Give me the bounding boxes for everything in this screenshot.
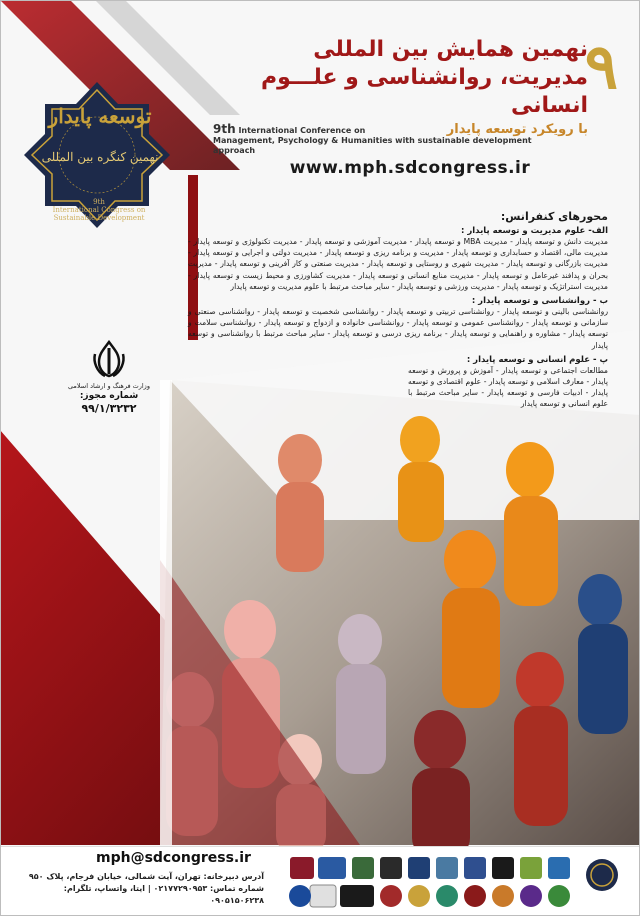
emblem-english [24,198,174,222]
university-logo-icon [436,885,458,907]
section-body: مدیریت دانش و توسعه پایدار - مدیریت MBA و توسعه پایدار - مدیریت آموزشی و توسعه پایدار - مدیریت تکنولوژی و توسعه پایدار - مدیریت مالی، اقتصاد و حسابداری و توسعه پایدار - مدیریت و برنامه ریزی و توسعه پایدار - مدیریت دولتی و اجرایی و توسعه پایدار - مدیریت بازرگانی و توسعه پایدار - مدیریت شهری و روستایی و توسعه پایدار - مدیریت صنعتی و کار آفرینی و توسعه پایدار - مدیریت بحران و پدافند غیرعامل و توسعه پایدار - مدیریت منابع انسانی و توسعه پایدار - مدیریت کشاورزی و محیط زیست و توسعه پایدار - مدیریت استراتژیک و توسعه پایدار - مدیریت ورزشی و توسعه پایدار - سایر مباحث مرتبط با علوم مدیریت و توسعه پایدار [188,237,609,291]
university-logo-icon [340,885,374,907]
license-number: ۹۹/۱/۳۲۳۲ [81,402,137,415]
license-block [54,340,164,415]
university-logo-icon [290,857,314,879]
university-logo-icon [408,857,430,879]
english-title [213,124,573,156]
university-logo-icon [380,885,402,907]
section-heading: الف- علوم مدیریت و توسعه پایدار : [461,226,608,236]
section-body: روانشناسی بالینی و توسعه پایدار - روانشناسی تربیتی و توسعه پایدار - روانشناسی شخصیت و توسعه پایدار - روانشناسی صنعتی و سازمانی و توسعه پایدار - روانشناسی عمومی و توسعه پایدار - روانشناسی خانواده و ازدواج و توسعه پایدار - روانشناسی سلامت و توسعه پایدار - مشاوره و راهنمایی و توسعه پایدار - برنامه ریزی درسی و توسعه پایدار - سایر مباحث مرتبط با روانشناسی و توسعه پایدار [188,307,608,350]
university-logo-icon [492,857,514,879]
conference-axes [188,210,608,410]
en-line1: International Conference on [238,126,366,135]
university-logo-icon [548,857,570,879]
en-number: 9th [213,122,236,136]
iran-emblem-icon [89,340,129,378]
university-logo-icon [436,857,458,879]
en-line2: Management, Psychology & Humanities with sustainable development approach [213,136,532,155]
emblem-en-line2: Sustainable Development [53,214,145,222]
section-body: مطالعات اجتماعی و توسعه پایدار - آموزش و پرورش و توسعه پایدار - معارف اسلامی و توسعه پایدار - علوم اقتصادی و توسعه پایدار - ادبیات فارسی و توسعه پایدار - سایر مباحث مرتبط با علوم انسانی و توسعه پایدار [408,365,608,409]
university-logo-icon [464,885,486,907]
title-line-2: مدیریت، روانشناسی و علـــوم انسانی [261,65,588,118]
university-logo-icon [492,885,514,907]
axes-section [188,226,608,292]
section-heading: پ - علوم انسانی و توسعه پایدار : [466,354,608,365]
university-logo-icon [310,885,336,907]
license-label: شماره مجوز: [79,391,139,401]
conference-title [208,30,618,137]
license-org: وزارت فرهنگ و ارشاد اسلامی [68,382,150,390]
emblem-en-number: 9th [93,198,105,206]
university-logo-icon [352,857,374,879]
title-line-1: نهمین همایش بین المللی [313,37,588,62]
contact-email[interactable]: mph@sdcongress.ir [96,850,251,866]
university-logo-icon [520,857,542,879]
university-logo-icon [548,885,570,907]
emblem-title: توسعه پایدار [48,104,152,128]
title-subtitle: با رویکرد توسعه پایدار [446,122,588,137]
address-line: آدرس دبیرخانه: تهران، آیت شمالی، خیابان فرجام، پلاک ۹۵۰ [28,872,264,881]
axes-section [408,355,608,410]
edition-number: ۹ [584,30,618,103]
university-logo-icon [464,857,486,879]
website-link[interactable]: www.mph.sdcongress.ir [289,158,531,178]
phone-line: شماره تماس: ۰۲۱۷۷۲۹۰۹۵۳ | ایتا، واتساپ، تلگرام: ۰۹۰۵۱۵۰۶۲۳۸ [63,884,264,905]
contact-address [24,871,264,907]
university-logo-icon [380,857,402,879]
university-logo-icon [318,857,346,879]
axes-title: محورهای کنفرانس: [500,210,608,223]
axes-section [188,296,608,351]
emblem-en-line1: International Congress on [52,206,146,214]
civilica-logo-icon [289,885,311,907]
university-logo-icon [408,885,430,907]
section-heading: ب - روانشناسی و توسعه پایدار : [471,296,608,307]
university-logo-icon [520,885,542,907]
emblem-subtitle: نهمین کنگره بین المللی [41,150,159,164]
